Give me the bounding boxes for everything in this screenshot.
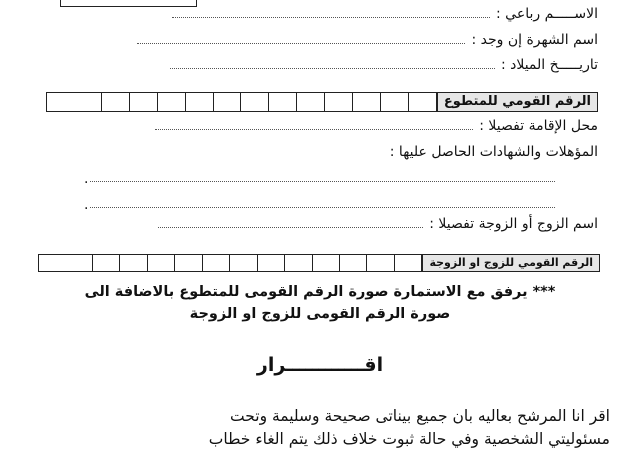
id-cell[interactable] [47, 93, 74, 111]
id-cell[interactable] [74, 93, 102, 111]
birth-date-row [170, 57, 598, 73]
line-dot: . [84, 197, 89, 213]
line-dot: . [84, 171, 89, 187]
spouse-name-label: اسم الزوج أو الزوجة تفصيلا : [429, 216, 598, 232]
volunteer-id-label: الرقم القومي للمتطوع [437, 93, 597, 111]
full-name-label: الاســـــم رباعي : [496, 6, 598, 22]
id-cell[interactable] [158, 93, 186, 111]
residence-field[interactable] [155, 129, 473, 130]
id-cell[interactable] [367, 255, 394, 271]
id-cell[interactable] [203, 255, 230, 271]
id-cell[interactable] [186, 93, 214, 111]
spouse-name-row [158, 216, 598, 232]
spouse-id-cells[interactable] [39, 255, 422, 271]
id-cell[interactable] [241, 93, 269, 111]
qualifications-line-1[interactable] [90, 181, 555, 182]
attachment-note-line-2: صورة الرقم القومى للزوج او الزوجة [189, 306, 451, 322]
id-cell[interactable] [340, 255, 367, 271]
qualifications-row [390, 144, 598, 160]
id-cell[interactable] [93, 255, 120, 271]
fame-name-label: اسم الشهرة إن وجد : [471, 32, 598, 48]
qualifications-line-2[interactable] [90, 207, 555, 208]
full-name-field[interactable] [172, 17, 490, 18]
residence-label: محل الإقامة تفصيلا : [479, 118, 598, 134]
declaration-line-2: مسئوليتي الشخصية وفي حالة ثبوت خلاف ذلك يتم الغاء خطاب [208, 430, 610, 448]
birth-date-label: تاريـــــخ الميلاد : [500, 57, 598, 73]
qualifications-label: المؤهلات والشهادات الحاصل عليها : [389, 144, 598, 160]
id-cell[interactable] [313, 255, 340, 271]
id-cell[interactable] [148, 255, 175, 271]
attachment-note-line-1: *** يرفق مع الاستمارة صورة الرقم القومى للمتطوع بالاضافة الى [84, 284, 556, 300]
id-cell[interactable] [258, 255, 285, 271]
declaration-line-1: اقر انا المرشح بعاليه بان جميع بيناتى صحيحة وسليمة وتحت [230, 407, 610, 425]
id-cell[interactable] [409, 93, 437, 111]
id-cell[interactable] [175, 255, 202, 271]
id-cell[interactable] [285, 255, 312, 271]
spouse-name-field[interactable] [158, 227, 423, 228]
id-cell[interactable] [214, 93, 242, 111]
birth-date-field[interactable] [170, 68, 495, 69]
declaration-text [20, 405, 610, 451]
volunteer-id-box [46, 92, 598, 112]
residence-row [155, 118, 598, 134]
id-cell[interactable] [120, 255, 147, 271]
fame-name-field[interactable] [137, 43, 465, 44]
id-cell[interactable] [297, 93, 325, 111]
spouse-id-label: الرقم القومي للزوج او الزوجة [422, 255, 599, 271]
declaration-title: اقــــــــــــرار [256, 354, 384, 376]
id-cell[interactable] [102, 93, 130, 111]
id-cell[interactable] [39, 255, 65, 271]
id-cell[interactable] [381, 93, 409, 111]
volunteer-id-cells[interactable] [47, 93, 437, 111]
fame-name-row [137, 32, 598, 48]
full-name-row [172, 6, 598, 22]
id-cell[interactable] [130, 93, 158, 111]
id-cell[interactable] [395, 255, 422, 271]
id-cell[interactable] [353, 93, 381, 111]
id-cell[interactable] [269, 93, 297, 111]
id-cell[interactable] [325, 93, 353, 111]
spouse-id-box [38, 254, 600, 272]
id-cell[interactable] [65, 255, 92, 271]
id-cell[interactable] [230, 255, 257, 271]
